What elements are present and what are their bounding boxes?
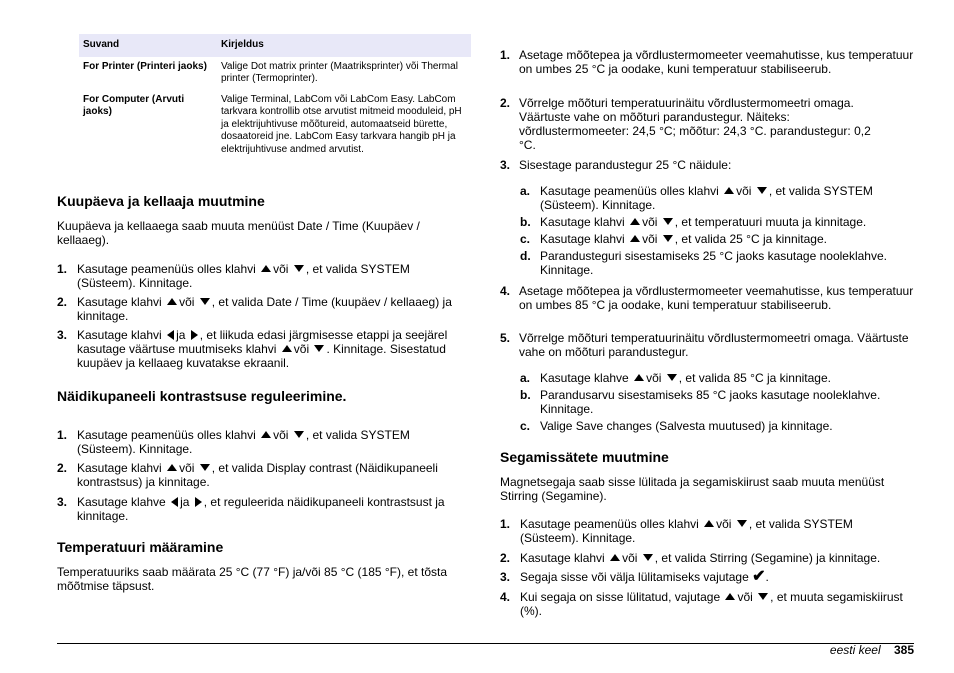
- up-arrow-icon: [167, 464, 177, 471]
- section-title-stirring: Segamissätete muutmine: [500, 449, 669, 465]
- down-arrow-icon: [667, 374, 677, 381]
- down-arrow-icon: [200, 464, 210, 471]
- stirring-intro: Magnetsegaja saab sisse lülitada ja segamiskiirust saab muuta menüüst Stirring (Segamine).: [500, 475, 885, 503]
- options-table: [79, 34, 471, 160]
- table-cell-option: For Computer (Arvuti jaoks): [83, 93, 185, 117]
- down-arrow-icon: [314, 345, 324, 352]
- down-arrow-icon: [663, 218, 673, 225]
- up-arrow-icon: [634, 374, 644, 381]
- up-arrow-icon: [282, 345, 292, 352]
- table-row: [79, 90, 471, 161]
- down-arrow-icon: [294, 431, 304, 438]
- page-number: 385: [893, 643, 914, 657]
- down-arrow-icon: [758, 593, 768, 600]
- up-arrow-icon: [630, 218, 640, 225]
- table-cell-desc: Valige Dot matrix printer (Maatriksprinter) või Thermal printer (Termoprinter).: [221, 60, 458, 84]
- section-title-contrast: Näidikupaneeli kontrastsuse reguleerimine.: [57, 388, 347, 404]
- up-arrow-icon: [704, 520, 714, 527]
- table-row: [79, 57, 471, 90]
- section-title-date: Kuupäeva ja kellaaja muutmine: [57, 193, 265, 209]
- right-arrow-icon: [195, 497, 202, 507]
- left-arrow-icon: [167, 330, 174, 340]
- down-arrow-icon: [737, 520, 747, 527]
- up-arrow-icon: [724, 187, 734, 194]
- up-arrow-icon: [261, 431, 271, 438]
- table-header-row: [79, 34, 471, 57]
- down-arrow-icon: [294, 265, 304, 272]
- table-header: Suvand: [79, 34, 217, 57]
- footer-language: eesti keel: [829, 643, 881, 657]
- down-arrow-icon: [757, 187, 767, 194]
- table-header: Kirjeldus: [217, 34, 471, 57]
- date-intro: Kuupäeva ja kellaaega saab muuta menüüst Date / Time (Kuupäev / kellaaeg).: [57, 219, 420, 247]
- right-arrow-icon: [191, 330, 198, 340]
- down-arrow-icon: [663, 235, 673, 242]
- up-arrow-icon: [725, 593, 735, 600]
- section-title-temperature: Temperatuuri määramine: [57, 539, 224, 555]
- down-arrow-icon: [200, 298, 210, 305]
- up-arrow-icon: [610, 554, 620, 561]
- footer-divider: [57, 643, 914, 644]
- checkmark-icon: ✔: [752, 568, 766, 585]
- table-cell-option: For Printer (Printeri jaoks): [83, 60, 207, 72]
- page-footer: [830, 643, 914, 657]
- up-arrow-icon: [630, 235, 640, 242]
- up-arrow-icon: [167, 298, 177, 305]
- left-arrow-icon: [171, 497, 178, 507]
- temperature-intro: Temperatuuriks saab määrata 25 °C (77 °F) ja/või 85 °C (185 °F), et tõsta mõõtmise täpsust.: [57, 565, 448, 593]
- up-arrow-icon: [261, 265, 271, 272]
- down-arrow-icon: [643, 554, 653, 561]
- table-cell-desc: Valige Terminal, LabCom või LabCom Easy. LabCom tarkvara kontrollib otse arvutist mitmeid mooduleid, pH ja elektrijuhtivuse mõõtureid, automaatseid bürette, dosaatoreid jne. LabCom Easy tarkvara hangib pH ja elektrijuhtivuse andmed arvutist.: [221, 93, 462, 155]
